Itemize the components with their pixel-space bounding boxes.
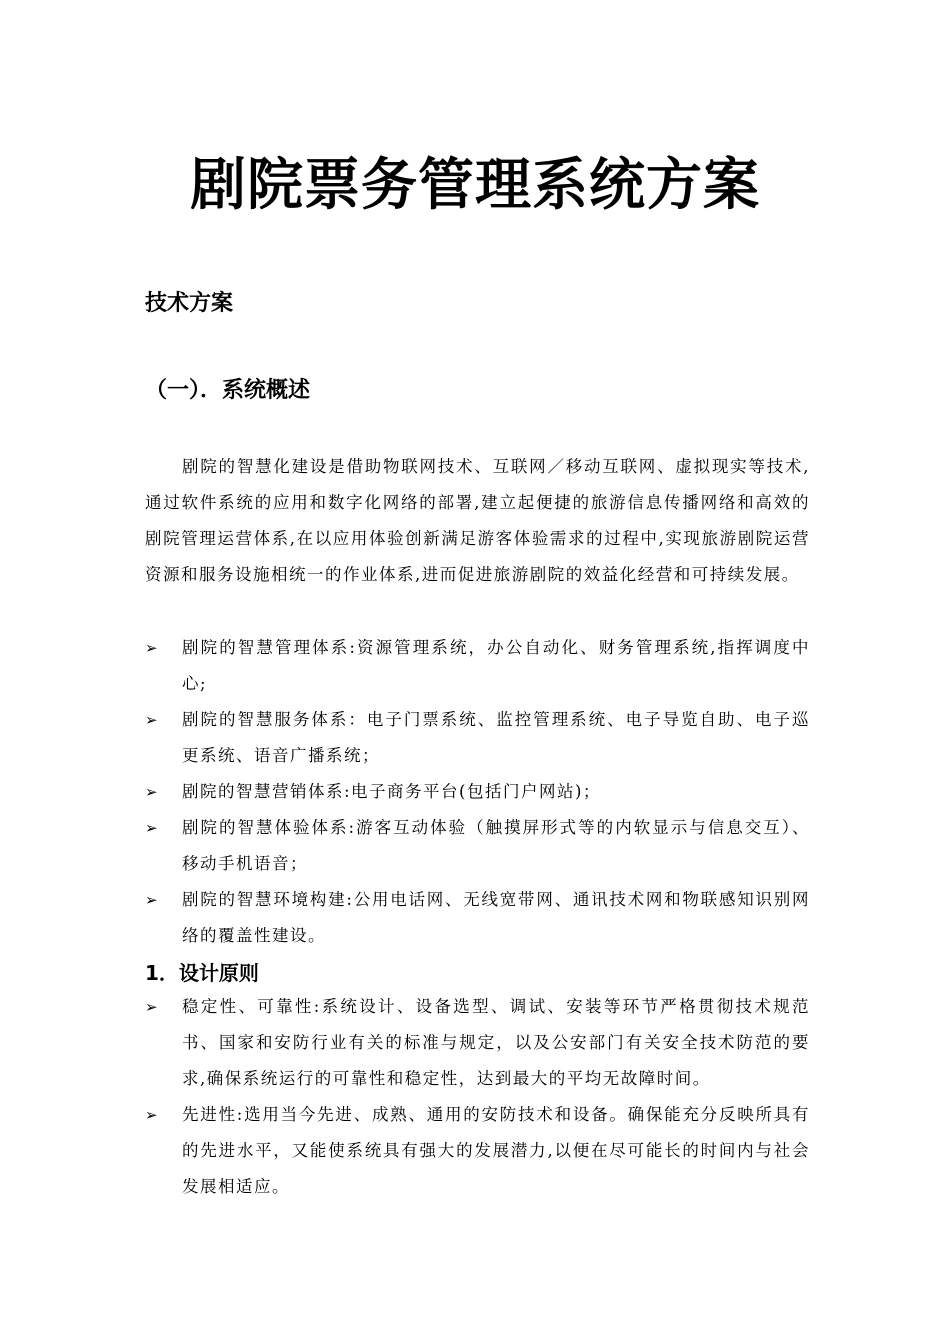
bullet-text: 剧院的智慧营销体系:电子商务平台(包括门户网站)；: [182, 782, 601, 801]
overview-bullet-list: [145, 630, 810, 954]
subsection-heading-design-principles: 1．设计原则: [145, 961, 259, 985]
bullet-item-environment: [145, 882, 810, 954]
bullet-text: 剧院的智慧环境构建:公用电话网、无线宽带网、通讯技术网和物联感知识别网络的覆盖性建设。: [182, 890, 810, 945]
arrow-bullet-icon: ➢: [145, 891, 160, 909]
section-heading-tech-plan: 技术方案: [145, 291, 234, 316]
arrow-bullet-icon: ➢: [145, 639, 160, 657]
arrow-bullet-icon: ➢: [145, 1106, 160, 1124]
bullet-item-advancement: [145, 1097, 810, 1205]
intro-paragraph: 剧院的智慧化建设是借助物联网技术、互联网／移动互联网、虚拟现实等技术,通过软件系统的应用和数字化网络的部署,建立起便捷的旅游信息传播网络和高效的剧院管理运营体系,在以应用体验创新满足游客体验需求的过程中,实现旅游剧院运营资源和服务设施相统一的作业体系,进而促进旅游剧院的效益化经营和可持续发展。: [145, 457, 810, 584]
subsection-heading-system-overview: （一）．系统概述: [145, 378, 311, 403]
arrow-bullet-icon: ➢: [145, 783, 160, 801]
document-title: 剧院票务管理系统方案: [190, 153, 760, 218]
arrow-bullet-icon: ➢: [145, 998, 160, 1016]
bullet-text: 先进性:选用当今先进、成熟、通用的安防技术和设备。确保能充分反映所具有的先进水平，又能使系统具有强大的发展潜力,以便在尽可能长的时间内与社会发展相适应。: [182, 1105, 810, 1196]
arrow-bullet-icon: ➢: [145, 819, 160, 837]
bullet-item-stability: [145, 989, 810, 1097]
design-principles-bullet-list: [145, 989, 810, 1205]
bullet-text: 剧院的智慧服务体系：电子门票系统、监控管理系统、电子导览自助、电子巡更系统、语音广播系统；: [182, 710, 810, 765]
arrow-bullet-icon: ➢: [145, 711, 160, 729]
bullet-item-experience: [145, 810, 810, 882]
bullet-item-management: [145, 630, 810, 702]
bullet-item-marketing: [145, 774, 810, 810]
bullet-item-service: [145, 702, 810, 774]
bullet-text: 剧院的智慧管理体系:资源管理系统，办公自动化、财务管理系统,指挥调度中心;: [182, 638, 810, 693]
bullet-text: 稳定性、可靠性:系统设计、设备选型、调试、安装等环节严格贯彻技术规范书、国家和安防行业有关的标准与规定，以及公安部门有关安全技术防范的要求,确保系统运行的可靠性和稳定性，达到最大的平均无故障时间。: [182, 997, 810, 1088]
bullet-text: 剧院的智慧体验体系:游客互动体验（触摸屏形式等的内软显示与信息交互）、移动手机语音；: [182, 818, 810, 873]
